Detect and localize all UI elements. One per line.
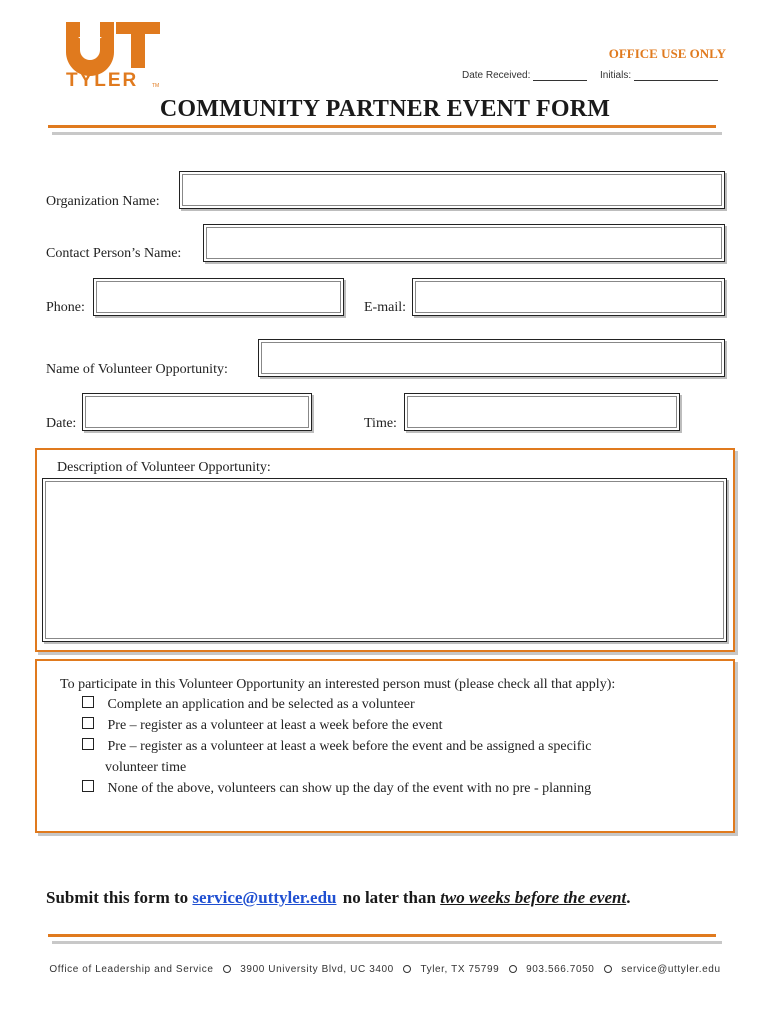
bullet-icon [509,965,517,973]
office-use-title: OFFICE USE ONLY [608,46,726,61]
requirements-intro: To participate in this Volunteer Opportunity an interested person must (please check all that apply): [60,677,616,692]
option-2-checkbox[interactable] [82,717,94,729]
time-label: Time: [364,416,397,431]
requirement-option-2 [82,715,443,736]
option-2-label: Pre – register as a volunteer at least a week before the event [107,718,443,733]
ut-tyler-logo [64,18,164,90]
option-4-label: None of the above, volunteers can show up the day of the event with no pre - planning [107,781,592,796]
contact-name-label: Contact Person’s Name: [46,246,182,261]
bullet-icon [403,965,411,973]
opportunity-name-field[interactable] [258,339,725,377]
submit-deadline: two weeks before the event [440,888,627,907]
submit-email-link[interactable]: service@uttyler.edu [192,888,337,907]
bullet-icon [223,965,231,973]
time-field[interactable] [404,393,680,431]
footer [0,964,770,975]
org-name-label: Organization Name: [46,194,160,209]
footer-address: 3900 University Blvd, UC 3400 [240,964,394,975]
opportunity-name-label: Name of Volunteer Opportunity: [46,362,228,377]
email-label: E-mail: [364,300,406,315]
contact-name-field[interactable] [203,224,725,262]
date-label: Date: [46,416,77,431]
logo-trademark: TM [152,83,160,89]
date-field[interactable] [82,393,312,431]
title-rule-gray [52,132,722,135]
footer-office: Office of Leadership and Service [49,964,214,975]
date-received-label: Date Received: [462,70,531,81]
submit-suffix: . [626,888,631,907]
footer-phone: 903.566.7050 [526,964,595,975]
initials-label: Initials: [600,70,632,81]
requirement-option-1 [82,694,415,715]
footer-city: Tyler, TX 75799 [420,964,500,975]
initials-line[interactable] [634,70,718,81]
description-label: Description of Volunteer Opportunity: [57,460,271,475]
option-3-checkbox[interactable] [82,738,94,750]
footer-rule-gray [52,941,722,944]
footer-rule-orange [48,934,716,937]
date-received-line[interactable] [533,70,587,81]
description-field[interactable] [42,478,727,642]
logo-wordmark: TYLER [66,70,139,90]
option-3-label-continued: volunteer time [105,760,187,775]
option-4-checkbox[interactable] [82,780,94,792]
phone-field[interactable] [93,278,344,316]
phone-label: Phone: [46,300,85,315]
form-title: COMMUNITY PARTNER EVENT FORM [159,96,611,122]
requirement-option-4 [82,778,591,799]
submit-middle: no later than [342,888,436,907]
initials-row [600,70,718,81]
submit-prefix: Submit this form to [46,888,189,907]
option-1-label: Complete an application and be selected as a volunteer [107,697,415,712]
option-1-checkbox[interactable] [82,696,94,708]
date-received-row [462,70,587,81]
org-name-field[interactable] [179,171,725,209]
footer-email: service@uttyler.edu [621,964,721,975]
bullet-icon [604,965,612,973]
submit-instruction [46,888,630,908]
option-3-label: Pre – register as a volunteer at least a week before the event and be assigned a specific [107,739,592,754]
email-field[interactable] [412,278,725,316]
requirement-option-3 [82,736,591,757]
title-rule-orange [48,125,716,128]
